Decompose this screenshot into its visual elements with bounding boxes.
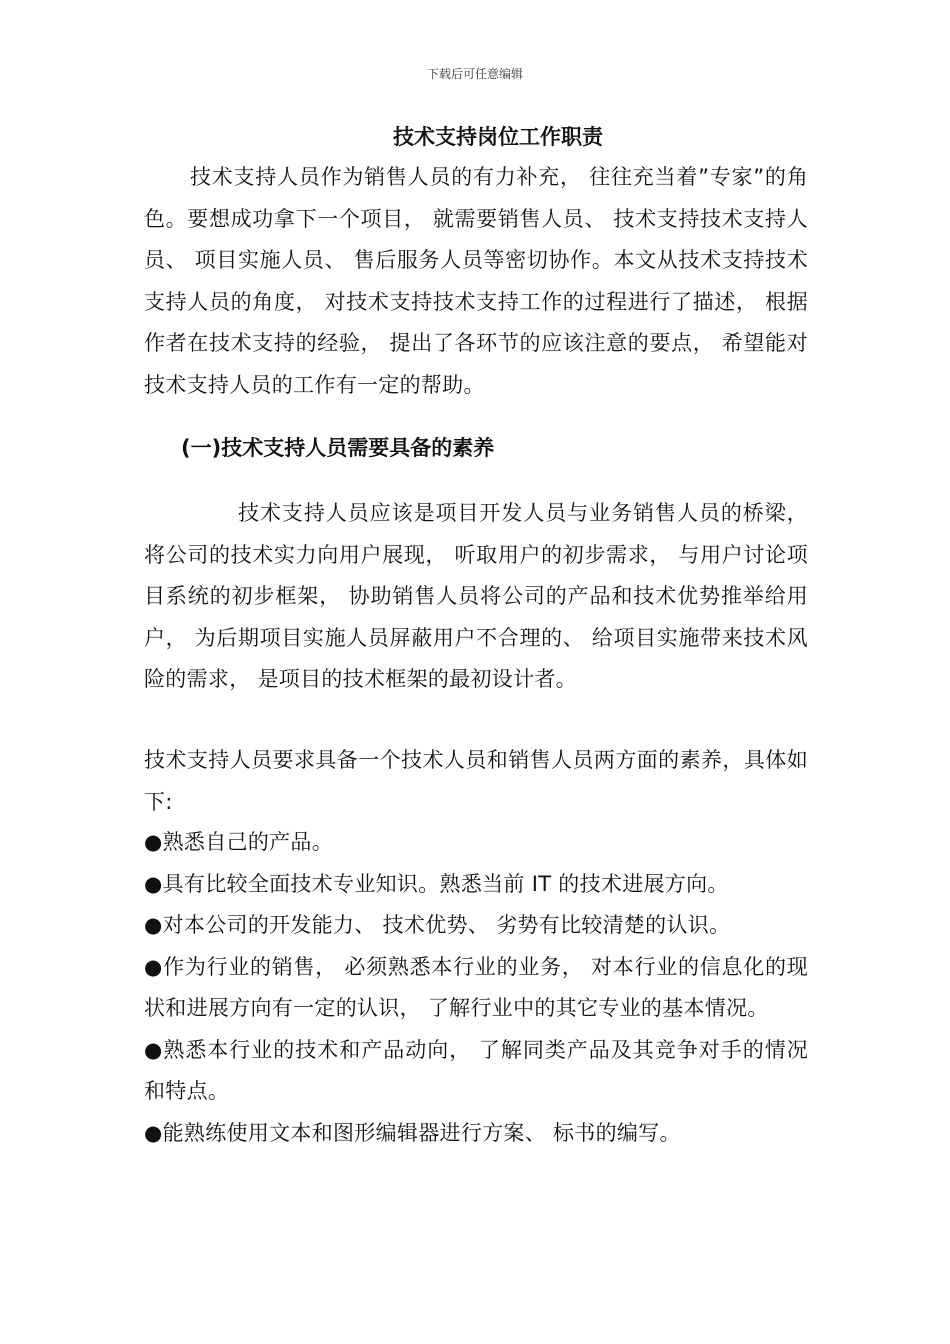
list-item-text: 作为行业的销售， 必须熟悉本行业的业务， 对本行业的信息化的现状和进展方向有一定的认识， 了解行业中的其它专业的基本情况。	[144, 954, 809, 1020]
list-item-text: 熟悉自己的产品。	[162, 830, 334, 854]
list-item-text: 能熟练使用文本和图形编辑器进行方案、 标书的编写。	[162, 1120, 681, 1145]
bullet-icon: ●	[144, 830, 163, 854]
list-item-text: 熟悉本行业的技术和产品动向， 了解同类产品及其竞争对手的情况和特点。	[144, 1037, 808, 1103]
document-title: 技术支持岗位工作职责	[393, 125, 603, 149]
bullet-icon: ●	[144, 871, 163, 896]
list-item-text: 具有比较全面技术专业知识。熟悉当前 IT 的技术进展方向。	[162, 871, 729, 896]
section-heading: (一)技术支持人员需要具备的素养	[181, 436, 495, 460]
bullet-icon: ●	[144, 954, 164, 979]
role-paragraph: 技术支持人员应该是项目开发人员与业务销售人员的桥梁， 将公司的技术实力向用户展现， 听取用户的初步需求， 与用户讨论项目系统的初步框架， 协助销售人员将公司的产品和技术优势推举给用户， 为后期项目实施人员屏蔽用户不合理的、 给项目实施带来技术风险的需求， 是项目的技术框架的最初设计者。	[144, 501, 808, 691]
list-item	[144, 822, 808, 864]
requirements-list	[144, 822, 808, 1154]
intro-paragraph: 技术支持人员作为销售人员的有力补充， 往往充当着”专家”的角色。要想成功拿下一个项目， 就需要销售人员、 技术支持技术支持人员、 项目实施人员、 售后服务人员等密切协作。本文从技术支持技术支持人员的角度， 对技术支持技术支持工作的过程进行了描述， 根据作者在技术支持的经验， 提出了各环节的应该注意的要点， 希望能对技术支持人员的工作有一定的帮助。	[144, 165, 808, 397]
bullet-icon: ●	[144, 913, 163, 937]
list-item-text: 对本公司的开发能力、 技术优势、 劣势有比较清楚的认识。	[162, 913, 731, 937]
list-item	[144, 1030, 808, 1113]
bullet-icon: ●	[144, 1120, 163, 1145]
list-item	[144, 864, 808, 906]
requirements-intro: 技术支持人员要求具备一个技术人员和销售人员两方面的素养，具体如下:	[144, 748, 808, 814]
list-item	[144, 905, 808, 947]
bullet-icon: ●	[144, 1037, 164, 1062]
list-item	[144, 1113, 808, 1155]
list-item	[144, 947, 808, 1030]
header-note: 下载后可任意编辑	[426, 67, 523, 81]
